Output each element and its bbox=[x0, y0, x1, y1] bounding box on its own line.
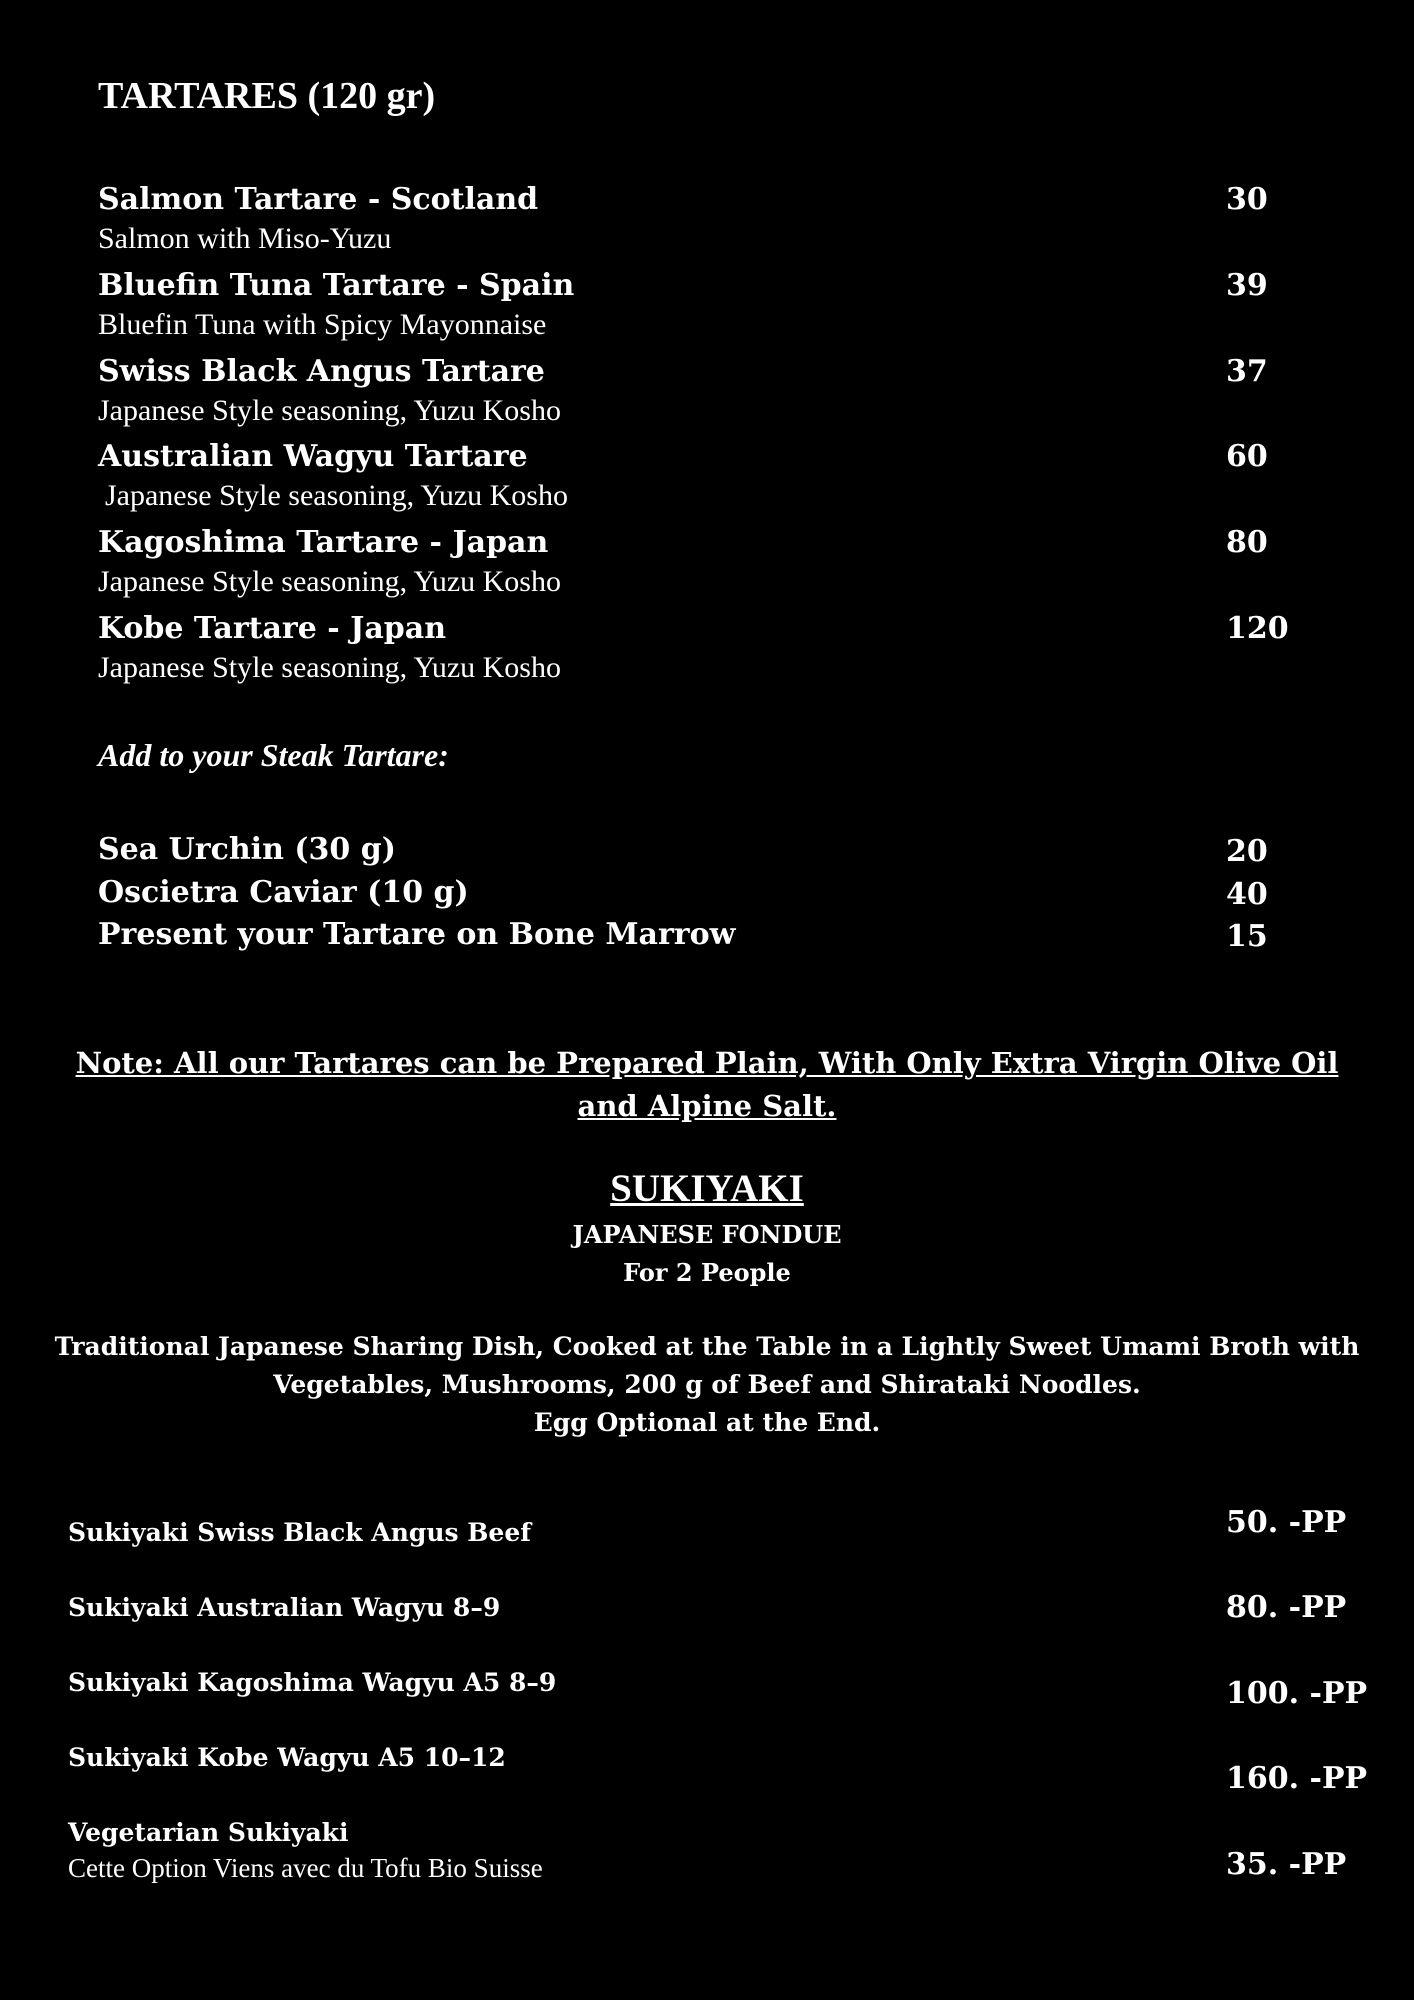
note-line: Note: All our Tartares can be Prepared Plain, With Only Extra Virgin Olive Oil bbox=[75, 1046, 1339, 1080]
description-line: Vegetables, Mushrooms, 200 g of Beef and Shirataki Noodles. bbox=[273, 1370, 1141, 1399]
sukiyaki-name: Sukiyaki Australian Wagyu 8–9 bbox=[68, 1593, 501, 1622]
item-name: Bluefin Tuna Tartare - Spain bbox=[98, 268, 575, 303]
sukiyaki-name: Sukiyaki Kagoshima Wagyu A5 8–9 bbox=[68, 1668, 557, 1697]
item-description: Japanese Style seasoning, Yuzu Kosho bbox=[98, 565, 561, 598]
sukiyaki-price: 50. -PP bbox=[1226, 1505, 1347, 1540]
description-line: Traditional Japanese Sharing Dish, Cooked at the Table in a Lightly Sweet Umami Broth with bbox=[54, 1332, 1360, 1361]
sukiyaki-serves: For 2 People bbox=[623, 1258, 791, 1287]
sukiyaki-name: Sukiyaki Swiss Black Angus Beef bbox=[68, 1518, 532, 1547]
addon-price: 15 bbox=[1226, 919, 1268, 954]
item-name: Kobe Tartare - Japan bbox=[98, 611, 447, 646]
item-description: Salmon with Miso-Yuzu bbox=[98, 222, 392, 255]
item-price: 30 bbox=[1226, 182, 1268, 217]
item-price: 37 bbox=[1226, 354, 1268, 389]
sukiyaki-description bbox=[0, 1328, 1414, 1442]
sukiyaki-price: 35. -PP bbox=[1226, 1847, 1347, 1882]
addon-price: 40 bbox=[1226, 877, 1268, 912]
sukiyaki-price: 160. -PP bbox=[1226, 1761, 1368, 1796]
section-title-tartares: TARTARES (120 gr) bbox=[98, 75, 436, 117]
addon-name: Present your Tartare on Bone Marrow bbox=[98, 917, 736, 952]
item-name: Kagoshima Tartare - Japan bbox=[98, 525, 549, 560]
addons-heading: Add to your Steak Tartare: bbox=[98, 737, 449, 773]
section-title-sukiyaki: SUKIYAKI bbox=[610, 1167, 804, 1210]
item-price: 60 bbox=[1226, 439, 1268, 474]
addon-name: Sea Urchin (30 g) bbox=[98, 832, 396, 867]
sukiyaki-name: Vegetarian Sukiyaki bbox=[68, 1818, 349, 1847]
item-description: Bluefin Tuna with Spicy Mayonnaise bbox=[98, 308, 547, 341]
note-line: and Alpine Salt. bbox=[577, 1089, 837, 1123]
item-price: 120 bbox=[1226, 611, 1289, 646]
sukiyaki-name: Sukiyaki Kobe Wagyu A5 10–12 bbox=[68, 1743, 506, 1772]
item-name: Australian Wagyu Tartare bbox=[98, 439, 528, 474]
addon-price: 20 bbox=[1226, 834, 1268, 869]
item-price: 39 bbox=[1226, 268, 1268, 303]
item-description: Japanese Style seasoning, Yuzu Kosho bbox=[98, 651, 561, 684]
item-price: 80 bbox=[1226, 525, 1268, 560]
sukiyaki-description-small: Cette Option Viens avec du Tofu Bio Suisse bbox=[68, 1853, 543, 1883]
sukiyaki-price: 80. -PP bbox=[1226, 1590, 1347, 1625]
item-description: Japanese Style seasoning, Yuzu Kosho bbox=[105, 479, 568, 512]
tartare-note bbox=[0, 1042, 1414, 1128]
sukiyaki-subtitle: JAPANESE FONDUE bbox=[572, 1220, 842, 1249]
item-name: Salmon Tartare - Scotland bbox=[98, 182, 539, 217]
item-description: Japanese Style seasoning, Yuzu Kosho bbox=[98, 394, 561, 427]
sukiyaki-price: 100. -PP bbox=[1226, 1676, 1368, 1711]
description-line: Egg Optional at the End. bbox=[533, 1408, 881, 1437]
addon-name: Oscietra Caviar (10 g) bbox=[98, 875, 469, 910]
item-name: Swiss Black Angus Tartare bbox=[98, 354, 545, 389]
